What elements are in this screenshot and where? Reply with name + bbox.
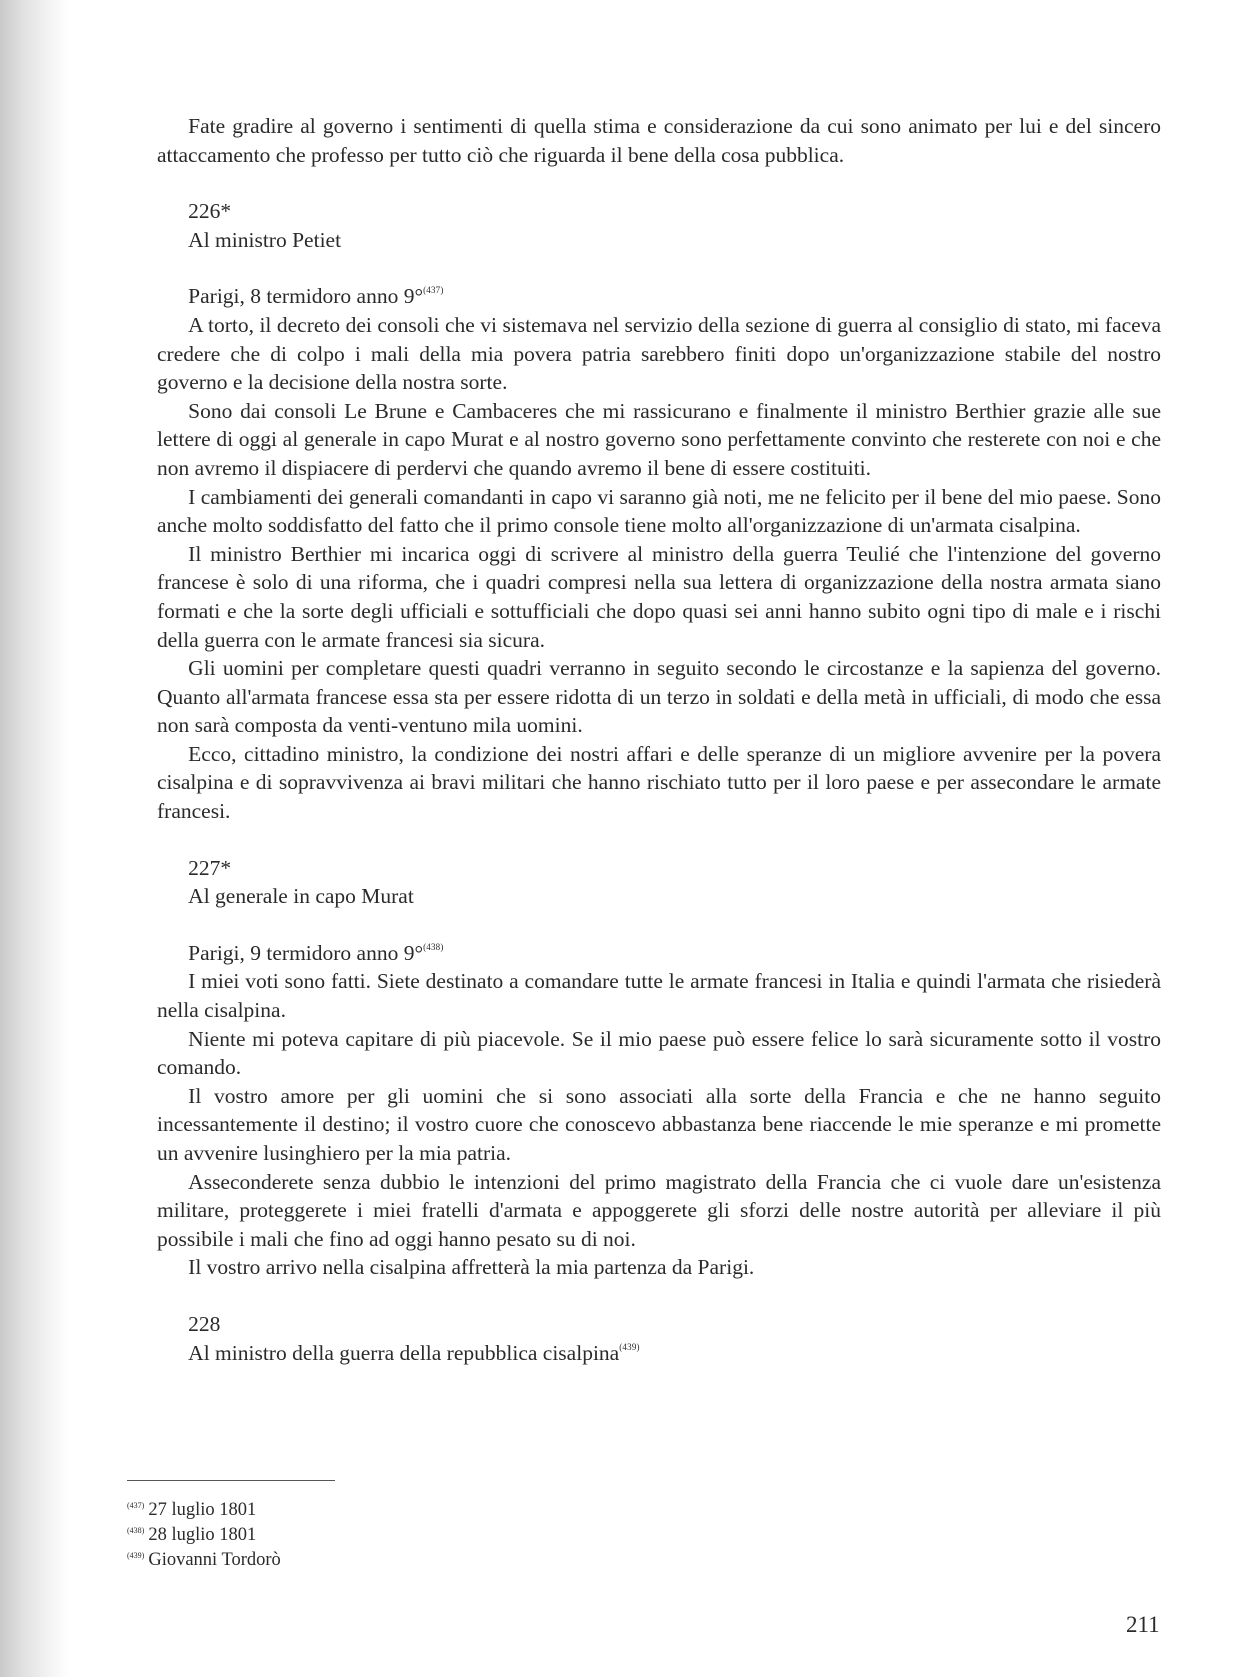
footnote-mark: (438): [127, 1526, 145, 1535]
binding-gutter-shadow: [0, 0, 70, 1677]
footnote: [127, 1548, 281, 1573]
letter-paragraph: I cambiamenti dei generali comandanti in capo vi saranno già noti, me ne felicito per il bene del mio paese. Sono anche molto soddisfatto del fatto che il primo console tiene molto all'organizzazione di un'armata cisalpina.: [157, 484, 1161, 538]
footnote-mark: (439): [127, 1551, 145, 1560]
letter-paragraph: Il ministro Berthier mi incarica oggi di scrivere al ministro della guerra Teulié che l'intenzione del governo francese è solo di una riforma, che i quadri compresi nella sua lettera di organizzazione della nostra armata siano formati e che la sorte degli ufficiali e sottufficiali che dopo quasi sei anni hanno subito ogni tipo di male e i rischi della guerra con le armate francesi sia sicura.: [157, 541, 1161, 652]
footnote-text: Giovanni Tordorò: [148, 1550, 281, 1570]
letter-number: 227*: [188, 855, 232, 880]
letter-paragraph: Sono dai consoli Le Brune e Cambaceres che mi rassicurano e finalmente il ministro Berthier grazie alle sue lettere di oggi al generale in capo Murat e al nostro governo sono perfettamente convinto che resterete con noi e che non avremo il dispiacere di perdervi che quando avremo il bene di essere costituiti.: [157, 398, 1161, 480]
letter-dateline: [157, 282, 1161, 311]
letter-recipient: Al generale in capo Murat: [188, 884, 414, 909]
letter-paragraph: Il vostro amore per gli uomini che si sono associati alla sorte della Francia e che ne hanno seguito incessantemente il destino; il vostro cuore che conoscevo abbastanza bene riaccende le mie speranze e mi promette un avvenire lusinghiero per la mia patria.: [157, 1083, 1161, 1165]
dateline-text: Parigi, 9 termidoro anno 9°: [188, 940, 424, 965]
intro-paragraph: Fate gradire al governo i sentimenti di quella stima e considerazione da cui sono animato per lui e del sincero attaccamento che professo per tutto ciò che riguarda il bene della cosa pubblica.: [157, 114, 1161, 167]
letter-recipient: Al ministro Petiet: [188, 227, 342, 252]
letter-paragraph: Ecco, cittadino ministro, la condizione dei nostri affari e delle speranze di un migliore avvenire per la povera cisalpina e di sopravvivenza ai bravi militari che hanno rischiato tutto per il loro paese e per assecondare le armate francesi.: [157, 741, 1161, 824]
letter-paragraph: A torto, il decreto dei consoli che vi sistemava nel servizio della sezione di guerra al consiglio di stato, mi faceva credere che di colpo i mali della mia povera patria sarebbero finiti dopo un'organizzazione stabile del nostro governo e la decisione della nostra sorte.: [157, 312, 1161, 395]
letter-paragraph: Niente mi poteva capitare di più piacevole. Se il mio paese può essere felice lo sarà sicuramente sotto il vostro comando.: [157, 1026, 1161, 1080]
footnote-mark: (437): [127, 1501, 145, 1510]
footnote-reference: (439): [619, 1341, 640, 1352]
letter-paragraph: Asseconderete senza dubbio le intenzioni del primo magistrato della Francia che ci vuole dare un'esistenza militare, proteggerete i miei fratelli d'armata e appoggerete gli sforzi delle nostre autorità per alleviare il più possibile i mali che fino ad oggi hanno pesato su di noi.: [157, 1169, 1161, 1251]
letter-number: 228: [188, 1311, 221, 1336]
letter-paragraph: I miei voti sono fatti. Siete destinato a comandare tutte le armate francesi in Italia e quindi l'armata che risiederà nella cisalpina.: [157, 969, 1161, 1023]
page-body: [157, 112, 1161, 1367]
footnote: [127, 1523, 281, 1548]
letter-number: 226*: [188, 199, 232, 224]
footnote-reference: (437): [423, 285, 444, 296]
footnote-text: 28 luglio 1801: [148, 1525, 257, 1545]
footnote-separator: [127, 1480, 335, 1481]
dateline-text: Parigi, 8 termidoro anno 9°: [188, 284, 424, 309]
footnote-text: 27 luglio 1801: [148, 1500, 257, 1520]
footnotes: [127, 1498, 281, 1573]
letter-paragraph: Il vostro arrivo nella cisalpina affretterà la mia partenza da Parigi.: [188, 1255, 755, 1280]
letter-recipient: [157, 1339, 1161, 1368]
footnote-reference: (438): [423, 941, 444, 952]
letter-228: [157, 1310, 1161, 1367]
letter-paragraph: Gli uomini per completare questi quadri verranno in seguito secondo le circostanze e la sapienza del governo. Quanto all'armata francese essa sta per essere ridotta di un terzo in soldati e della metà in ufficiali, di modo che essa non sarà composta da venti-ventuno mila uomini.: [157, 656, 1161, 738]
page-number: 211: [1126, 1612, 1160, 1637]
footnote: [127, 1498, 281, 1523]
letter-dateline: [157, 939, 1161, 968]
letter-227: [157, 854, 1161, 1282]
recipient-text: Al ministro della guerra della repubblica cisalpina: [188, 1340, 620, 1365]
letter-226: [157, 197, 1161, 825]
